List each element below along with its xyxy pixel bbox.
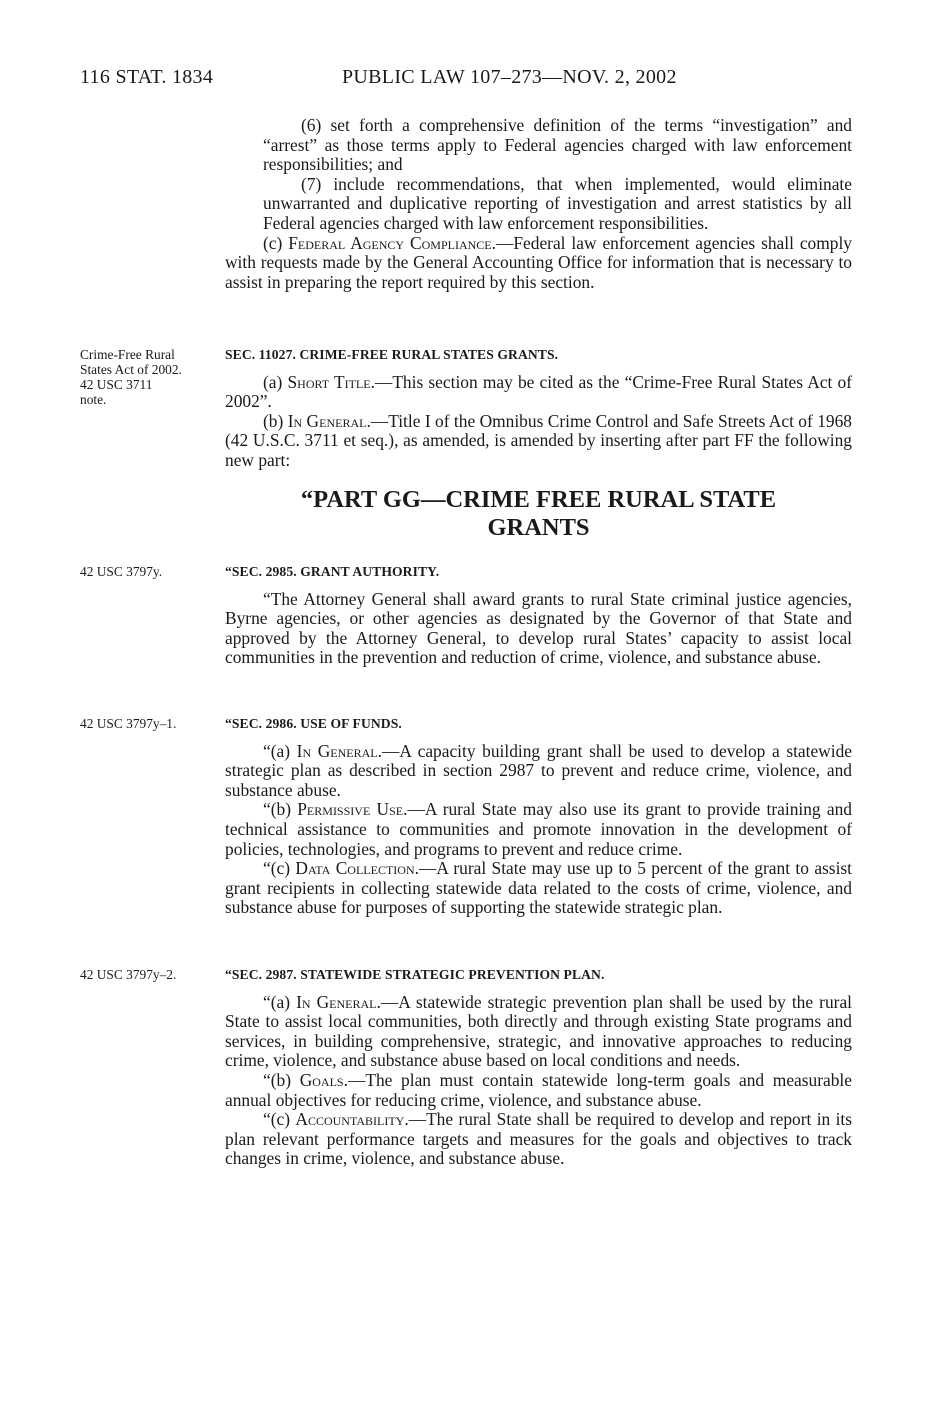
subsection-label: (b) (263, 410, 288, 431)
side-note-short-title (80, 347, 220, 407)
part-title-line-2: GRANTS (487, 514, 590, 541)
item-7: (7) include recommendations, that when implemented, would eliminate unwarranted and duplicative reporting of investigation and arrest statistics by all Federal agencies charged with law enforcement responsibilities. (263, 173, 852, 233)
section-heading: “SEC. 2985. GRANT AUTHORITY. (225, 564, 440, 579)
sec-2987-c (225, 1110, 852, 1169)
section-heading: “SEC. 2986. USE OF FUNDS. (225, 716, 402, 731)
subsection-heading: Data Collection. (295, 858, 419, 879)
public-law-title: PUBLIC LAW 107–273—NOV. 2, 2002 (342, 66, 677, 88)
section-heading: “SEC. 2987. STATEWIDE STRATEGIC PREVENTION PLAN. (225, 967, 605, 982)
stat-page-number: 116 STAT. 1834 (80, 66, 214, 88)
side-note-crime-free: Crime-Free Rural States Act of 2002. (80, 347, 182, 377)
sec-2986 (225, 714, 852, 918)
subsection-text: —The rural State shall be required to develop and report in its plan relevant performance targets and measures for the goals and objectives to track changes in crime, violence, and substance abuse. (225, 1109, 853, 1169)
sec-2987-a (225, 993, 852, 1071)
sec-2986-c (225, 859, 852, 918)
side-note-usc-3797y: 42 USC 3797y. (80, 564, 163, 579)
sec-11027 (225, 345, 852, 471)
subsection-heading: Accountability. (295, 1109, 409, 1130)
sec-2987-b (225, 1071, 852, 1110)
side-note-usc-3797y-2: 42 USC 3797y–2. (80, 967, 177, 982)
subsection-text: —A capacity building grant shall be used to develop a statewide strategic plan as described in section 2987 to prevent and reduce crime, violence, and substance abuse. (225, 740, 852, 800)
subsection-heading: In General. (296, 991, 381, 1012)
continuation-block (225, 116, 852, 292)
subsection-text: —Federal law enforcement agencies shall comply with requests made by the General Accounting Office for information that is necessary to assist in preparing the report required by this section. (225, 232, 853, 292)
item-6: (6) set forth a comprehensive definition of the terms “investigation” and “arrest” as those terms apply to Federal agencies charged with law enforcement responsibilities; and (263, 115, 852, 175)
subsection-label: “(b) (263, 799, 298, 820)
subsection-heading: In General. (287, 410, 371, 431)
sec-11027-b (225, 412, 852, 471)
subsection-label: “(a) (263, 740, 297, 761)
sec-2986-a (225, 742, 852, 801)
subsection-heading: Short Title. (287, 371, 375, 392)
sec-2986-b (225, 800, 852, 859)
part-title-line-1: “PART GG—CRIME FREE RURAL STATE (300, 486, 777, 513)
subsection-label: “(c) (263, 858, 296, 879)
subsection-text: —A statewide strategic prevention plan shall be used by the rural State to assist local communities, both directly and through existing State programs and services, in building comprehensive, strategic, and innovative approaches to reducing crime, violence, and substance abuse based on local conditions and needs. (225, 991, 852, 1071)
part-gg-title (225, 486, 852, 542)
subsection-heading: Permissive Use. (297, 799, 408, 820)
side-note-usc-3711: 42 USC 3711 note. (80, 377, 153, 407)
sec-2985 (225, 562, 852, 668)
subsection-text: —This section may be cited as the “Crime-Free Rural States Act of 2002”. (225, 371, 852, 412)
subsection-label: (a) (263, 371, 288, 392)
subsection-text: —A rural State may also use its grant to provide training and technical assistance to communities and promote innovation in the development of policies, technologies, and programs to prevent and reduce crime. (225, 799, 852, 859)
subsection-text: —The plan must contain statewide long-term goals and measurable annual objectives for reducing crime, violence, and substance abuse. (225, 1069, 852, 1110)
side-note-usc-3797y-1: 42 USC 3797y–1. (80, 716, 177, 731)
subsection-text: —Title I of the Omnibus Crime Control and Safe Streets Act of 1968 (42 U.S.C. 3711 et seq.), as amended, is amended by inserting after part FF the following new part: (225, 410, 852, 470)
subsection-label: “(b) (263, 1069, 300, 1090)
subsection-heading: Goals. (299, 1069, 348, 1090)
subsection-heading: Federal Agency Compliance. (288, 232, 496, 253)
section-heading: SEC. 11027. CRIME-FREE RURAL STATES GRANTS. (225, 347, 559, 362)
subsection-label: “(c) (263, 1109, 296, 1130)
subsection-c-compliance (225, 234, 852, 293)
subsection-label: (c) (263, 232, 289, 253)
sec-11027-a (225, 373, 852, 412)
subsection-text: —A rural State may use up to 5 percent of the grant to assist grant recipients in collecting statewide data related to the costs of crime, violence, and substance abuse for purposes of supporting the statewide strategic plan. (225, 858, 853, 918)
subsection-heading: In General. (296, 740, 382, 761)
subsection-label: “(a) (263, 991, 297, 1012)
sec-2987 (225, 965, 852, 1169)
sec-2985-text: “The Attorney General shall award grants to rural State criminal justice agencies, Byrne agencies, or other agencies as designated by the Governor of that State and approved by the Attorney General, to develop rural States’ capacity to assist local communities in the prevention and reduction of crime, violence, and substance abuse. (225, 588, 852, 668)
